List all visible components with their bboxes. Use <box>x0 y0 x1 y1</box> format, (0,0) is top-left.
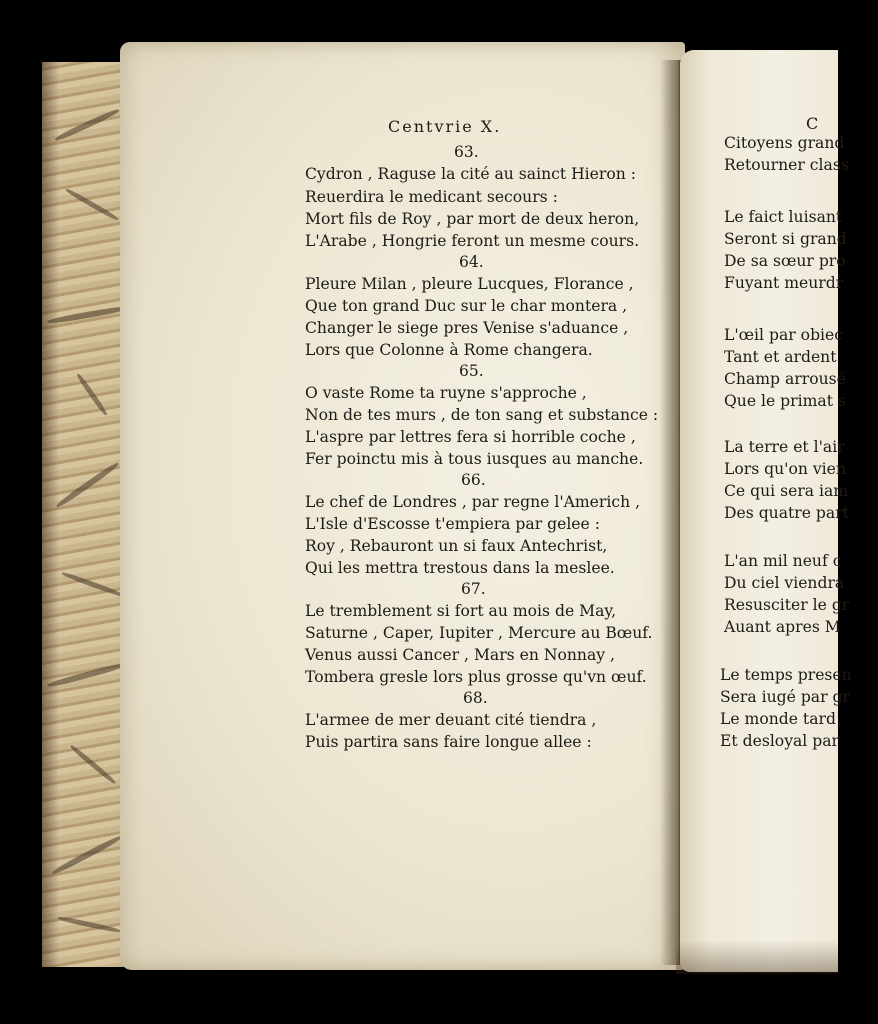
verse-line: O vaste Rome ta ruyne s'approche , <box>305 384 587 402</box>
stanza-number: 64. <box>459 253 484 271</box>
verse-line: Mort fils de Roy , par mort de deux heron, <box>305 210 640 228</box>
verse-line: L'Arabe , Hongrie feront un mesme cours. <box>305 232 640 250</box>
verse-line: L'armee de mer deuant cité tiendra , <box>305 711 597 729</box>
right-line: L'an mil neuf c <box>724 552 842 570</box>
right-line: Sera iugé par gr <box>720 688 850 706</box>
right-line: Seront si grand <box>724 230 847 248</box>
right-line: Citoyens grand <box>724 134 845 152</box>
right-line: Resusciter le gr <box>724 596 850 614</box>
stanza-number: 66. <box>461 471 486 489</box>
verse-line: Puis partira sans faire longue allee : <box>305 733 592 751</box>
right-line: Le monde tard <box>720 710 836 728</box>
right-line: Le faict luisant <box>724 208 843 226</box>
verse-line: Changer le siege pres Venise s'aduance , <box>305 319 629 337</box>
verse-line: Saturne , Caper, Iupiter , Mercure au Bœuf. <box>305 624 653 642</box>
verse-line: Roy , Rebauront un si faux Antechrist, <box>305 537 608 555</box>
stanza-number: 65. <box>459 362 484 380</box>
right-line: De sa sœur pro <box>724 252 846 270</box>
right-line: Champ arrousé <box>724 370 846 388</box>
verse-line: Reuerdira le medicant secours : <box>305 188 558 206</box>
stanza-number: 63. <box>454 143 479 161</box>
right-line: Fuyant meurdr <box>724 274 844 292</box>
right-page <box>680 50 852 972</box>
verse-line: Tombera gresle lors plus grosse qu'vn œuf. <box>305 668 647 686</box>
verse-line: Cydron , Raguse la cité au sainct Hieron : <box>305 165 636 183</box>
right-page-text <box>680 50 852 972</box>
right-line: Ce qui sera iam <box>724 482 849 500</box>
right-line: Du ciel viendra <box>724 574 845 592</box>
right-line: Tant et ardent <box>724 348 837 366</box>
right-line: Le temps presen <box>720 666 852 684</box>
verse-line: L'Isle d'Escosse t'empiera par gelee : <box>305 515 600 533</box>
verse-line: Lors que Colonne à Rome changera. <box>305 341 593 359</box>
right-line: Des quatre part <box>724 504 849 522</box>
running-head: Centvrie X. <box>388 117 502 136</box>
verse-line: Non de tes murs , de ton sang et substance : <box>305 406 659 424</box>
stanza-number: 68. <box>463 689 488 707</box>
page-shadow <box>676 940 838 974</box>
verse-line: Fer poinctu mis à tous iusques au manche. <box>305 450 644 468</box>
verse-line: Venus aussi Cancer , Mars en Nonnay , <box>305 646 615 664</box>
right-line: Que le primat s <box>724 392 846 410</box>
right-line: Retourner class <box>724 156 849 174</box>
right-line: Lors qu'on vien <box>724 460 846 478</box>
verse-line: Le tremblement si fort au mois de May, <box>305 602 617 620</box>
right-line: Et desloyal par <box>720 732 839 750</box>
verse-line: L'aspre par lettres fera si horrible coche , <box>305 428 636 446</box>
stanza-number: 67. <box>461 580 486 598</box>
right-line: Auant apres M <box>724 618 841 636</box>
verse-line: Pleure Milan , pleure Lucques, Florance , <box>305 275 634 293</box>
verse-line: Que ton grand Duc sur le char montera , <box>305 297 628 315</box>
verse-line: Qui les mettra trestous dans la meslee. <box>305 559 615 577</box>
right-running-head: C <box>806 114 821 133</box>
right-line: La terre et l'air <box>724 438 845 456</box>
verse-line: Le chef de Londres , par regne l'Americh , <box>305 493 641 511</box>
right-line: L'œil par obiec <box>724 326 844 344</box>
